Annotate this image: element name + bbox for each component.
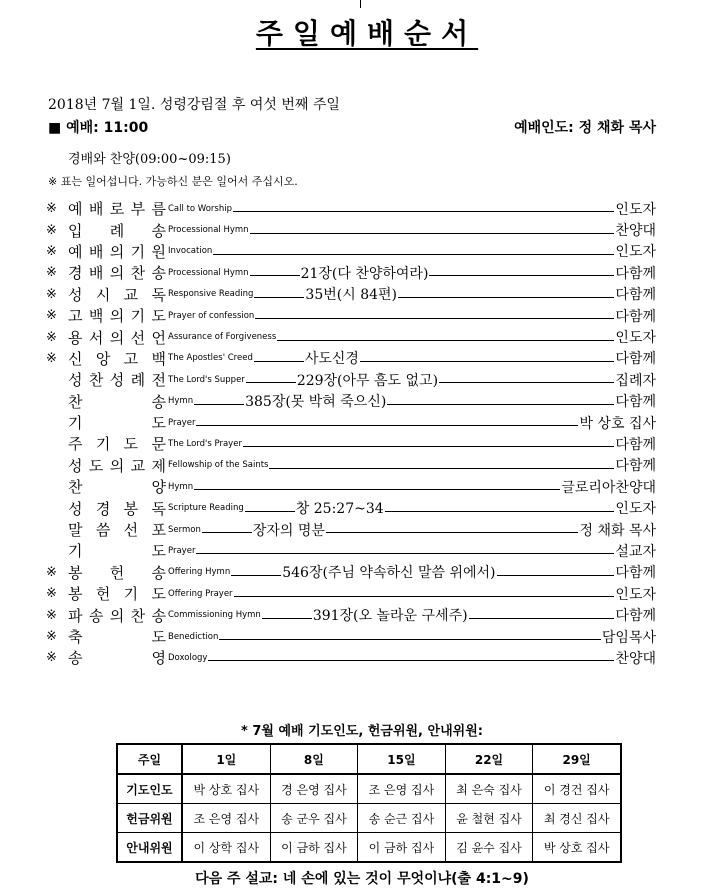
order-row: [46, 219, 656, 240]
item-korean: 봉 헌 기 도: [68, 585, 166, 604]
item-english: Scripture Reading: [168, 503, 244, 514]
item-responsible: 다함께: [615, 458, 656, 475]
leader-line: [194, 489, 560, 490]
item-korean: 축 도: [68, 628, 166, 646]
prelude: 경배와 찬양(09:00~09:15): [68, 152, 231, 167]
item-responsible: 박 상호 집사: [579, 415, 656, 432]
item-responsible: 다함께: [615, 394, 656, 411]
item-english: Assurance of Forgiveness: [168, 332, 277, 343]
item-korean: 용 서 의 선 언: [68, 328, 166, 347]
order-row: [46, 284, 656, 305]
stand-mark: ※: [46, 265, 57, 281]
item-korean: 성 경 봉 독: [68, 499, 166, 518]
order-row: [46, 583, 656, 604]
schedule-header-cell: 주일: [117, 744, 182, 774]
date-line: 2018년 7월 1일. 성령강림절 후 여섯 번째 주일: [48, 97, 340, 113]
item-english: Invocation: [168, 246, 213, 257]
item-english: Offering Prayer: [168, 588, 233, 599]
schedule-cell: 조 은영 집사: [182, 804, 270, 833]
order-row: [46, 476, 656, 497]
leader-line: [234, 596, 615, 597]
order-row: [46, 412, 656, 433]
item-korean: 입 례 송: [68, 221, 166, 240]
item-responsible: 정 채화 목사: [579, 522, 656, 539]
item-korean: 성 도 의 교 제: [68, 456, 166, 475]
item-english: Fellowship of the Saints: [168, 460, 269, 471]
item-detail: 229장(아무 흠도 없고): [296, 372, 439, 389]
schedule-cell: 윤 철현 집사: [445, 804, 533, 833]
item-english: Prayer of confession: [168, 310, 255, 321]
leader-line: [219, 639, 601, 640]
order-row: [46, 369, 656, 390]
order-row: [46, 540, 656, 561]
item-detail: 장자의 명분: [252, 522, 325, 539]
item-responsible: 인도자: [615, 586, 656, 603]
item-english: Commissioning Hymn: [168, 610, 261, 621]
item-responsible: 찬양대: [615, 223, 656, 240]
item-english: Hymn: [168, 481, 194, 492]
schedule-header-cell: 8일: [270, 744, 358, 774]
item-english: The Lord's Supper: [168, 374, 245, 385]
item-detail: 385장(못 박혀 죽으신): [245, 394, 387, 411]
leader-line: [250, 233, 615, 234]
schedule-cell: 이 경건 집사: [533, 774, 621, 804]
item-english: Responsive Reading: [168, 289, 254, 300]
order-row: [46, 604, 656, 625]
order-row: [46, 433, 656, 454]
leader-line: [196, 425, 578, 426]
schedule-header-cell: 15일: [358, 744, 446, 774]
schedule-role: 안내위원: [117, 833, 182, 863]
item-korean: 예 배 로 부 름: [68, 200, 166, 219]
schedule-cell: 이 상학 집사: [182, 833, 270, 863]
item-detail: 사도신경: [304, 351, 359, 368]
leader-line: [231, 575, 281, 576]
item-english: Processional Hymn: [168, 225, 249, 236]
item-english: The Lord's Prayer: [168, 438, 242, 449]
item-responsible: 다함께: [615, 436, 656, 453]
item-korean: 기 도: [68, 542, 166, 561]
leader-line: [245, 511, 295, 512]
item-english: Sermon: [168, 524, 201, 535]
leader-line: [250, 275, 300, 276]
order-row: [46, 626, 656, 647]
stand-mark: ※: [46, 243, 57, 259]
leader-line: [213, 254, 614, 255]
item-korean: 봉 헌 송: [68, 563, 166, 582]
item-detail: 546장(주님 약속하신 말씀 위에서): [282, 565, 496, 582]
schedule-header-cell: 22일: [445, 744, 533, 774]
item-responsible: 다함께: [615, 308, 656, 325]
item-responsible: 다함께: [615, 608, 656, 625]
leader-line: [439, 382, 614, 383]
item-detail: 21장(다 찬양하여라): [300, 265, 429, 282]
leader-line: [255, 318, 614, 319]
schedule-cell: 이 금하 집사: [358, 833, 446, 863]
order-row: [46, 305, 656, 326]
stand-mark: ※: [46, 222, 57, 238]
leader-line: [387, 404, 614, 405]
schedule-cell: 김 윤수 집사: [445, 833, 533, 863]
order-row: [46, 562, 656, 583]
item-english: Call to Worship: [168, 203, 232, 214]
item-korean: 기 도: [68, 414, 166, 433]
item-korean: 성 찬 성 례 전: [68, 371, 166, 390]
order-row: [46, 647, 656, 668]
order-row: [46, 348, 656, 369]
order-row: [46, 198, 656, 219]
stand-mark: ※: [46, 308, 57, 324]
item-responsible: 다함께: [615, 287, 656, 304]
leader-line: [269, 468, 614, 469]
schedule-table: [116, 743, 622, 863]
item-korean: 주 기 도 문: [68, 435, 166, 454]
item-responsible: 담임목사: [601, 629, 656, 646]
item-responsible: 인도자: [615, 501, 656, 518]
item-korean: 파 송 의 찬 송: [68, 606, 166, 625]
page-title: 주일예배순서: [255, 17, 479, 50]
schedule-cell: 박 상호 집사: [182, 774, 270, 804]
item-responsible: 인도자: [615, 330, 656, 347]
leader-line: [398, 297, 614, 298]
item-responsible: 글로리아찬양대: [561, 479, 656, 496]
order-row: [46, 262, 656, 283]
item-korean: 경 배 의 찬 송: [68, 264, 166, 283]
item-english: Offering Hymn: [168, 567, 231, 578]
stand-mark: ※: [46, 629, 57, 644]
schedule-cell: 박 상호 집사: [533, 833, 621, 863]
leader-line: [254, 297, 304, 298]
item-korean: 고 백 의 기 도: [68, 307, 166, 326]
next-sermon: 다음 주 설교: 네 손에 있는 것이 무엇이냐(출 4:1~9): [195, 871, 529, 887]
leader-line: [246, 382, 296, 383]
standing-note: ※ 표는 일어섭니다. 가능하신 분은 일어서 주십시오.: [48, 175, 298, 188]
item-english: Processional Hymn: [168, 267, 249, 278]
schedule-role: 기도인도: [117, 774, 182, 804]
item-responsible: 설교자: [615, 543, 656, 560]
leader-line: [277, 340, 614, 341]
leader-line: [385, 511, 615, 512]
item-english: Doxology: [168, 652, 208, 663]
schedule-cell: 송 군우 집사: [270, 804, 358, 833]
top-mark: [360, 0, 361, 8]
order-row: [46, 519, 656, 540]
schedule-cell: 조 은영 집사: [358, 774, 446, 804]
order-row: [46, 241, 656, 262]
item-responsible: 다함께: [615, 351, 656, 368]
item-detail: 창 25:27~34: [295, 501, 384, 518]
schedule-cell: 경 은영 집사: [270, 774, 358, 804]
order-row: [46, 326, 656, 347]
leader-line: [360, 361, 614, 362]
item-english: Prayer: [168, 545, 196, 556]
item-korean: 찬 송: [68, 392, 166, 411]
schedule-title: * 7월 예배 기도인도, 헌금위원, 안내위원:: [241, 724, 483, 739]
stand-mark: ※: [46, 201, 57, 217]
leader-line: [262, 618, 312, 619]
item-responsible: 인도자: [615, 244, 656, 261]
table-row: [117, 774, 621, 804]
leader-line: [202, 532, 252, 533]
item-english: The Apostles' Creed: [168, 353, 253, 364]
item-detail: 391장(오 놀라운 구세주): [312, 608, 468, 625]
leader-line: [194, 404, 244, 405]
table-row: [117, 833, 621, 863]
order-of-worship: [46, 198, 656, 669]
stand-mark: ※: [46, 350, 57, 366]
table-row: [117, 804, 621, 833]
item-responsible: 다함께: [615, 265, 656, 282]
leader-line: [429, 275, 614, 276]
schedule-cell: 이 금하 집사: [270, 833, 358, 863]
stand-mark: ※: [46, 286, 57, 302]
item-responsible: 찬양대: [615, 650, 656, 667]
leader-line: [208, 660, 614, 661]
item-responsible: 다함께: [615, 565, 656, 582]
stand-mark: ※: [46, 329, 57, 345]
leader-line: [233, 211, 614, 212]
stand-mark: ※: [46, 586, 57, 602]
item-responsible: 집례자: [615, 372, 656, 389]
schedule-cell: 최 경신 집사: [533, 804, 621, 833]
leader-line: [254, 361, 304, 362]
schedule-cell: 최 은숙 집사: [445, 774, 533, 804]
schedule-header-row: [117, 744, 621, 774]
item-english: Benediction: [168, 631, 219, 642]
leader-line: [469, 618, 615, 619]
order-row: [46, 391, 656, 412]
item-responsible: 인도자: [615, 201, 656, 218]
service-leader: 예배인도: 정 채화 목사: [514, 120, 656, 136]
stand-mark: ※: [46, 564, 57, 580]
item-english: Prayer: [168, 417, 196, 428]
leader-line: [326, 532, 579, 533]
schedule-role: 헌금위원: [117, 804, 182, 833]
item-korean: 찬 양: [68, 478, 166, 497]
item-korean: 예 배 의 기 원: [68, 242, 166, 261]
leader-line: [243, 446, 614, 447]
order-row: [46, 497, 656, 518]
schedule-cell: 송 순근 집사: [358, 804, 446, 833]
order-row: [46, 455, 656, 476]
stand-mark: ※: [46, 607, 57, 623]
service-time: ■ 예배: 11:00: [48, 120, 149, 136]
item-korean: 말 씀 선 포: [68, 521, 166, 540]
item-korean: 신 앙 고 백: [68, 349, 166, 368]
leader-line: [196, 553, 614, 554]
item-korean: 성 시 교 독: [68, 285, 166, 304]
leader-line: [497, 575, 615, 576]
item-english: Hymn: [168, 396, 194, 407]
item-korean: 송 영: [68, 649, 166, 668]
stand-mark: ※: [46, 650, 57, 666]
service-line: [48, 117, 656, 137]
schedule-header-cell: 1일: [182, 744, 270, 774]
schedule-header-cell: 29일: [533, 744, 621, 774]
item-detail: 35번(시 84편): [305, 287, 397, 304]
